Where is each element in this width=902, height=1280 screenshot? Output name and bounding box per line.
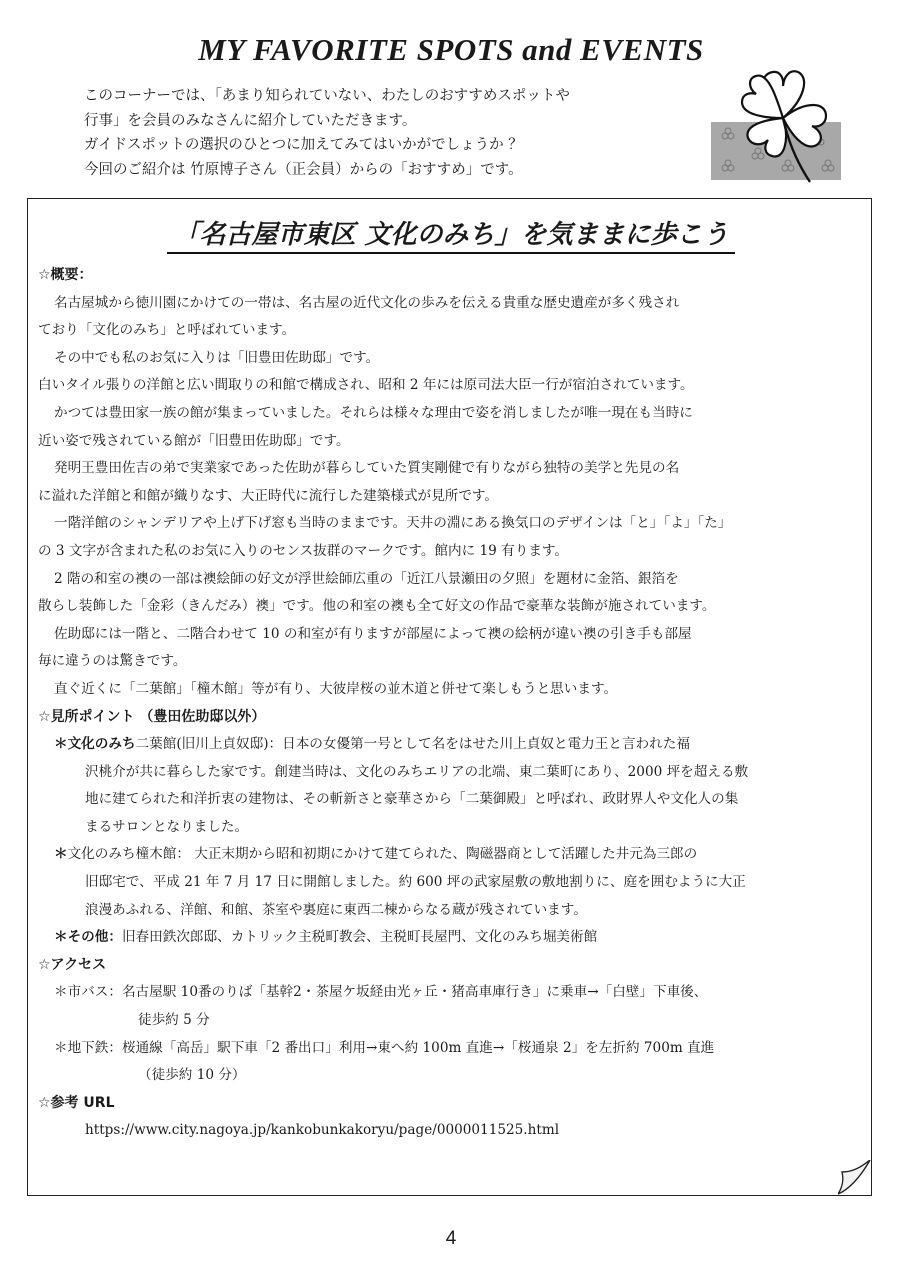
page-curl-icon	[838, 1160, 872, 1196]
paragraph-line: 2 階の和室の襖の一部は襖絵師の好文が浮世絵師広重の「近江八景瀬田の夕照」を題材に金箔、銀箔を	[54, 570, 679, 587]
section-heading-overview: ☆概要：	[38, 267, 93, 283]
paragraph-line: 毎に違うのは驚きです。	[38, 653, 187, 670]
intro-line: 今回のご紹介は 竹原博子さん（正会員）からの「おすすめ」です。	[84, 161, 523, 178]
article-body	[38, 262, 860, 1145]
access-subway-walk: （徒歩約 10 分）	[138, 1067, 246, 1084]
list-item-shumoku-kan	[38, 841, 860, 869]
access-bus-walk: 徒歩約 5 分	[138, 1012, 210, 1029]
reference-url-link[interactable]: https://www.city.nagoya.jp/kankobunkakoryu/page/0000011525.html	[85, 1122, 560, 1139]
article-title-text: 「名古屋市東区 文化のみち」を気ままに歩こう	[167, 220, 734, 254]
paragraph-line: かつては豊田家一族の館が集まっていました。それらは様々な理由で姿を消しましたが唯一現在も当時に	[54, 404, 693, 421]
list-item-line: 地に建てられた和洋折衷の建物は、その斬新さと豪華さから「二葉御殿」と呼ばれ、政財界人や文化人の集	[85, 791, 739, 808]
list-item-futaba-kan	[38, 731, 860, 759]
intro-line: 行事」を会員のみなさんに紹介していただきます。	[84, 112, 417, 129]
list-item-line: 浪漫あふれる、洋館、和館、茶室や裏庭に東西二棟からなる蔵が残されています。	[85, 901, 587, 918]
page-number: 4	[445, 1228, 457, 1249]
section-heading-reference: ☆参考 URL	[38, 1094, 115, 1111]
list-item-line: 旧邸宅で、平成 21 年 7 月 17 日に開館しました。約 600 坪の武家屋敷の敷地割りに、庭を囲むように大正	[85, 874, 746, 891]
intro-line: このコーナーでは、「あまり知られていない、わたしのおすすめスポットや	[84, 88, 570, 104]
section-heading-access: ☆アクセス	[38, 956, 107, 973]
paragraph-line: 発明王豊田佐吉の弟で実業家であった佐助が暮らしていた質実剛健で有りながら独特の美学と先見の名	[54, 460, 680, 477]
paragraph-line: 近い姿で残されている館が「旧豊田佐助邸」です。	[38, 432, 350, 449]
page-title: MY FAVORITE SPOTS and EVENTS	[198, 32, 704, 67]
list-item-line: まるサロンとなりました。	[85, 818, 249, 835]
section-heading-points: ☆見所ポイント （豊田佐助邸以外）	[38, 708, 266, 725]
paragraph-line: 白いタイル張りの洋館と広い間取りの和館で構成され、昭和 2 年には原司法大臣一行が宿泊されています。	[38, 377, 694, 394]
paragraph-line: ており「文化のみち」と呼ばれています。	[38, 322, 296, 339]
paragraph-line: の 3 文字が含まれた私のお気に入りのセンス抜群のマークです。館内に 19 有ります。	[38, 542, 569, 559]
paragraph-line: その中でも私のお気に入りは「旧豊田佐助邸」です。	[54, 349, 380, 366]
access-subway-line: ＊地下鉄：桜通線「高岳」駅下車「2 番出口」利用→東へ約 100m 直進→「桜通泉 2」を左折約 700m 直進	[54, 1039, 715, 1056]
list-item-lead: ＊その他：	[54, 929, 122, 946]
paragraph-line: 直ぐ近くに「二葉館」「橦木館」等が有り、大彼岸桜の並木道と併せて楽しもうと思います。	[54, 680, 618, 697]
list-item-text: 文化のみち橦木館： 大正末期から昭和初期にかけて建てられた、陶磁器商として活躍した井元為三郎の	[67, 846, 698, 863]
paragraph-line: 名古屋城から徳川園にかけての一帯は、名古屋の近代文化の歩みを伝える貴重な歴史遺産が多く残され	[54, 294, 680, 311]
intro-text	[84, 84, 704, 182]
list-item-text: 二葉館(旧川上貞奴邸)：日本の女優第一号として名をはせた川上貞奴と電力王と言われた福	[135, 736, 690, 753]
four-leaf-clover-icon	[728, 56, 838, 186]
article-title	[0, 214, 902, 251]
access-bus-line: ＊市バス：名古屋駅 10番のりば「基幹2・茶屋ケ坂経由光ヶ丘・猪高車庫行き」に乗車→「白壁」下車後、	[54, 984, 708, 1001]
intro-line: ガイドスポットの選択のひとつに加えてみてはいかがでしょうか ？	[84, 137, 523, 153]
list-item-lead: ＊文化のみち	[54, 736, 136, 753]
list-item-others	[38, 924, 860, 952]
paragraph-line: 佐助邸には一階と、二階合わせて 10 の和室が有りますが部屋によって襖の絵柄が違い襖の引き手も部屋	[54, 625, 692, 642]
paragraph-line: に溢れた洋館と和館が織りなす、大正時代に流行した建築様式が見所です。	[38, 487, 499, 504]
paragraph-line: 一階洋館のシャンデリアや上げ下げ窓も当時のままです。天井の淵にある換気口のデザインは「と」「よ」「た」	[54, 515, 732, 532]
list-item-lead: ＊	[54, 846, 68, 863]
paragraph-line: 散らし装飾した「金彩（きんだみ）襖」です。他の和室の襖も全て好文の作品で豪華な装飾が施されています。	[38, 598, 716, 615]
list-item-text: 旧春田鉄次郎邸、カトリック主税町教会、主税町長屋門、文化のみち堀美術館	[121, 929, 598, 946]
list-item-line: 沢桃介が共に暮らした家です。創建当時は、文化のみちエリアの北端、東二葉町にあり、2000 坪を超える敷	[85, 763, 749, 780]
